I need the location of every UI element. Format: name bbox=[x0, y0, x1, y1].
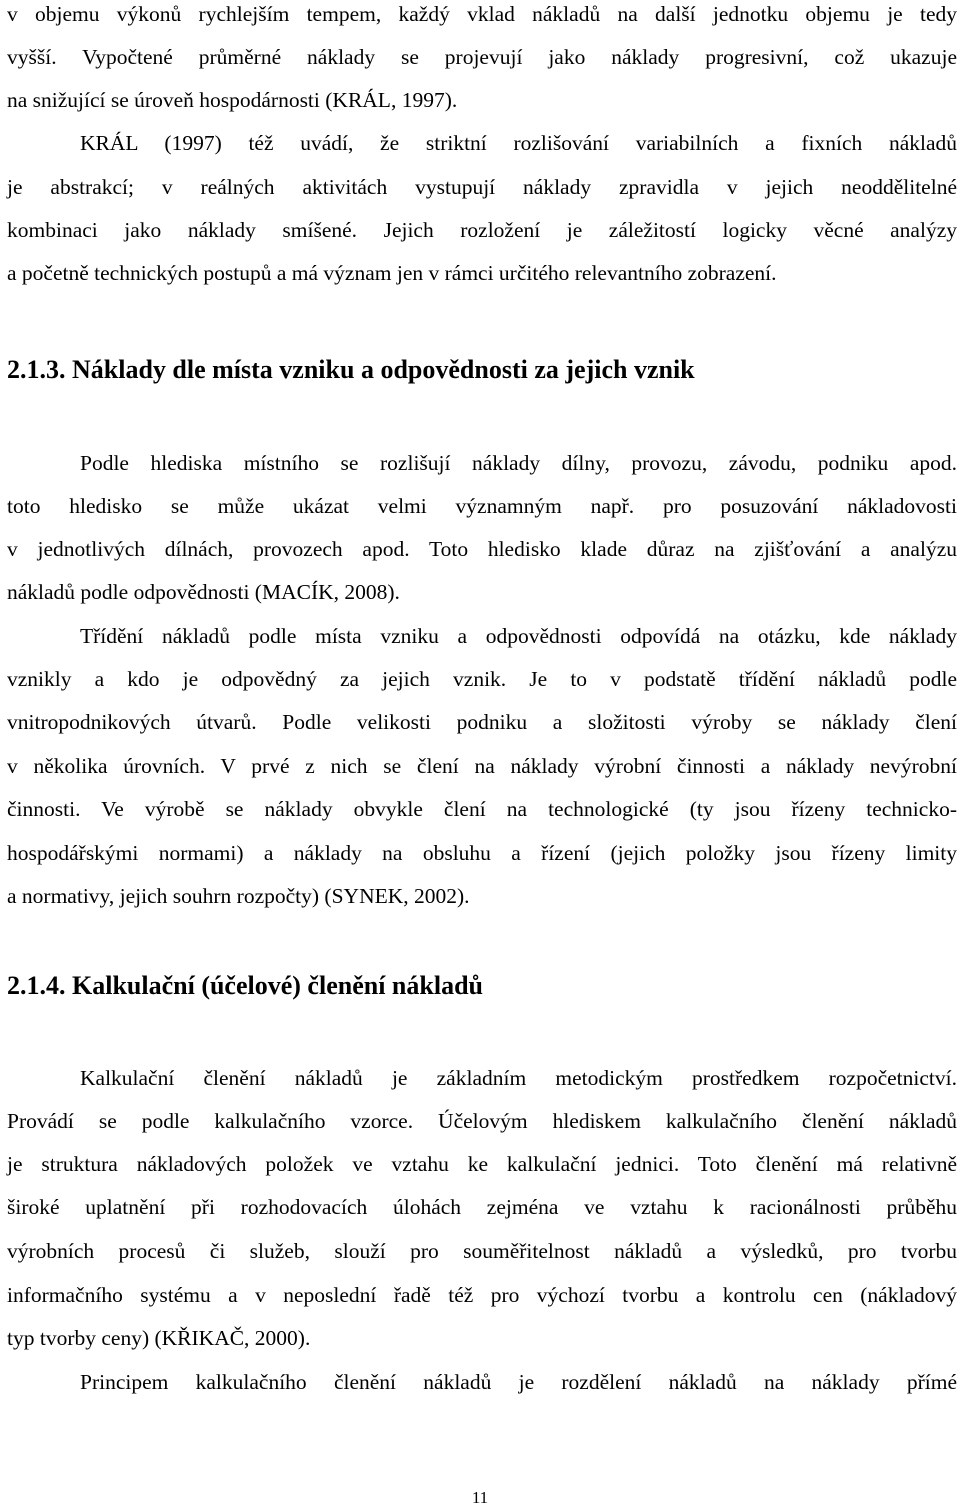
paragraph-line: typ tvorby ceny) (KŘIKAČ, 2000). bbox=[7, 1326, 311, 1350]
paragraph-line: hospodářskými normami) a náklady na obsluhu a řízení (jejich položky jsou řízeny limity bbox=[7, 841, 957, 865]
page-number: 11 bbox=[471, 1488, 489, 1507]
paragraph-line: Provádí se podle kalkulačního vzorce. Účelovým hlediskem kalkulačního členění nákladů bbox=[7, 1109, 957, 1133]
paragraph-line: Podle hlediska místního se rozlišují náklady dílny, provozu, závodu, podniku apod. bbox=[80, 451, 957, 475]
paragraph-line: kombinaci jako náklady smíšené. Jejich rozložení je záležitostí logicky věcné analýzy bbox=[7, 218, 957, 242]
paragraph-line: vznikly a kdo je odpovědný za jejich vznik. Je to v podstatě třídění nákladů podle bbox=[7, 667, 957, 691]
paragraph-line: vnitropodnikových útvarů. Podle velikosti podniku a složitosti výroby se náklady člení bbox=[7, 710, 957, 734]
paragraph-line: a normativy, jejich souhrn rozpočty) (SYNEK, 2002). bbox=[7, 884, 470, 908]
paragraph-line: a početně technických postupů a má význam jen v rámci určitého relevantního zobrazení. bbox=[7, 261, 777, 285]
paragraph-line: KRÁL (1997) též uvádí, že striktní rozlišování variabilních a fixních nákladů bbox=[80, 131, 957, 155]
paragraph-line: v objemu výkonů rychlejším tempem, každý vklad nákladů na další jednotku objemu je tedy bbox=[7, 2, 957, 26]
paragraph-line: vyšší. Vypočtené průměrné náklady se projevují jako náklady progresivní, což ukazuje bbox=[7, 45, 957, 69]
paragraph-line: informačního systému a v neposlední řadě též pro výchozí tvorbu a kontrolu cen (nákladový bbox=[7, 1283, 957, 1307]
paragraph-line: Principem kalkulačního členění nákladů je rozdělení nákladů na náklady přímé bbox=[80, 1370, 957, 1394]
paragraph-line: Kalkulační členění nákladů je základním metodickým prostředkem rozpočetnictví. bbox=[80, 1066, 957, 1090]
paragraph-line: toto hledisko se může ukázat velmi významným např. pro posuzování nákladovosti bbox=[7, 494, 957, 518]
paragraph-line: výrobních procesů či služeb, slouží pro souměřitelnost nákladů a výsledků, pro tvorbu bbox=[7, 1239, 957, 1263]
paragraph-line: je abstrakcí; v reálných aktivitách vystupují náklady zpravidla v jejich neoddělitelné bbox=[7, 175, 957, 199]
section-heading: 2.1.3. Náklady dle místa vzniku a odpovědnosti za jejich vznik bbox=[7, 355, 695, 384]
paragraph-line: v jednotlivých dílnách, provozech apod. Toto hledisko klade důraz na zjišťování a analýzu bbox=[7, 537, 957, 561]
paragraph-line: je struktura nákladových položek ve vztahu ke kalkulační jednici. Toto členění má relativně bbox=[7, 1152, 957, 1176]
section-heading: 2.1.4. Kalkulační (účelové) členění nákladů bbox=[7, 971, 483, 1000]
paragraph-line: činnosti. Ve výrobě se náklady obvykle člení na technologické (ty jsou řízeny technicko- bbox=[7, 797, 957, 821]
paragraph-line: v několika úrovních. V prvé z nich se člení na náklady výrobní činnosti a náklady nevýrobní bbox=[7, 754, 957, 778]
paragraph-line: na snižující se úroveň hospodárnosti (KRÁL, 1997). bbox=[7, 88, 458, 112]
paragraph-line: široké uplatnění při rozhodovacích úlohách zejména ve vztahu k racionálnosti průběhu bbox=[7, 1195, 957, 1219]
paragraph-line: Třídění nákladů podle místa vzniku a odpovědnosti odpovídá na otázku, kde náklady bbox=[80, 624, 957, 648]
paragraph-line: nákladů podle odpovědnosti (MACÍK, 2008). bbox=[7, 580, 400, 604]
